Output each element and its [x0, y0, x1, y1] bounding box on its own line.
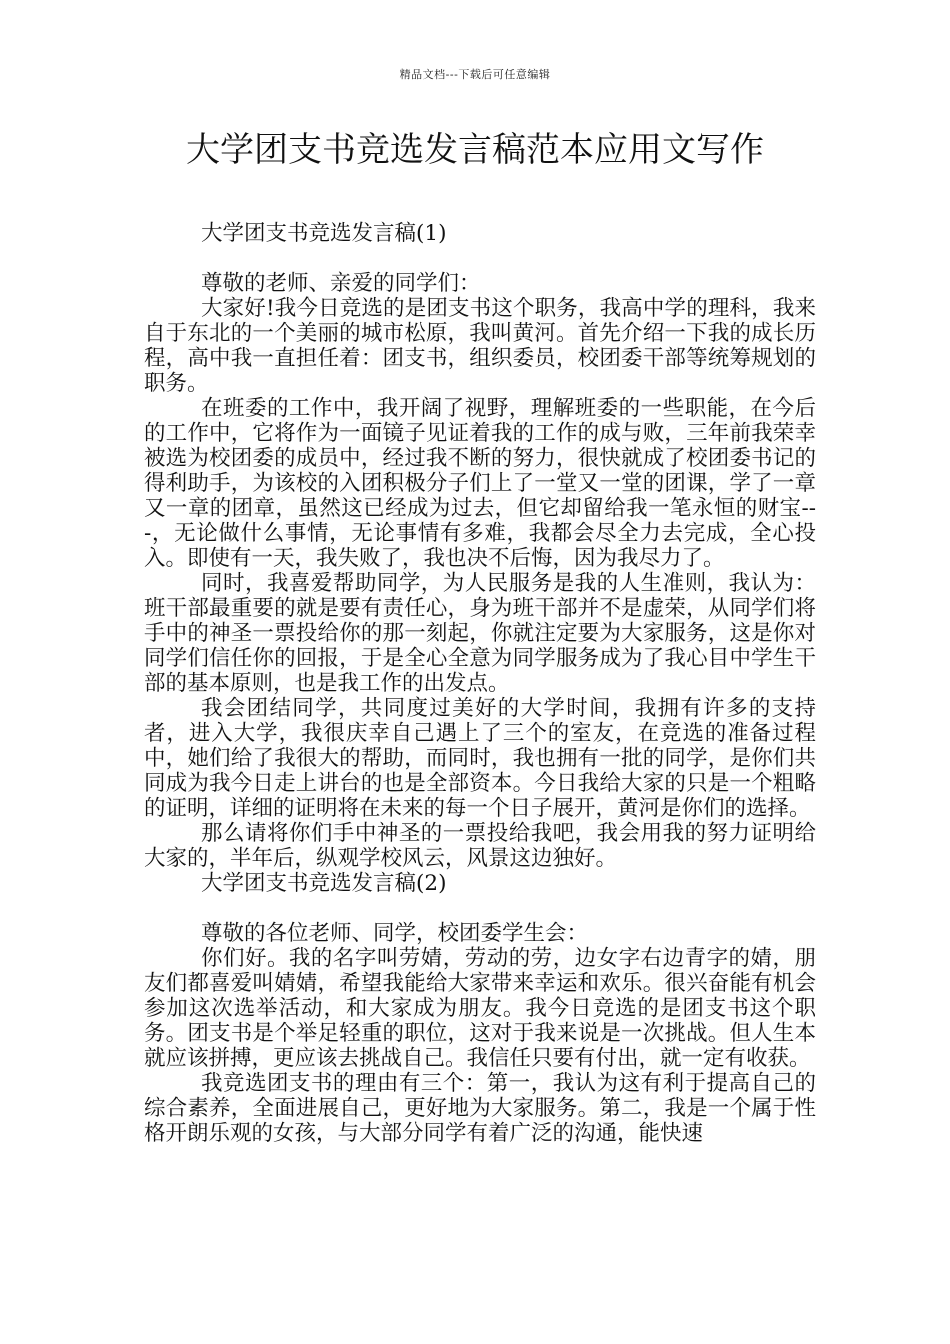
section-1-paragraph: 那么请将你们手中神圣的一票投给我吧，我会用我的努力证明给大家的，半年后，纵观学校风云，风景这边独好。: [144, 821, 816, 871]
section-1-paragraph: 我会团结同学，共同度过美好的大学时间，我拥有许多的支持者，进入大学，我很庆幸自己遇上了三个的室友，在竞选的准备过程中，她们给了我很大的帮助，而同时，我也拥有一批的同学，是你们共同成为我今日走上讲台的也是全部资本。今日我给大家的只是一个粗略的证明，详细的证明将在未来的每一个日子展开，黄河是你们的选择。: [144, 696, 816, 821]
section-1-heading: 大学团支书竞选发言稿(1): [201, 221, 447, 246]
section-1-paragraph: 大家好!我今日竞选的是团支书这个职务，我高中学的理科，我来自于东北的一个美丽的城市松原，我叫黄河。首先介绍一下我的成长历程，高中我一直担任着：团支书，组织委员，校团委干部等统筹规划的职务。: [144, 296, 816, 396]
document-title: 大学团支书竞选发言稿范本应用文写作: [186, 130, 764, 170]
section-2-paragraph: 你们好。我的名字叫劳婧，劳动的劳，边女字右边青字的婧，朋友们都喜爱叫婧婧，希望我能给大家带来幸运和欢乐。很兴奋能有机会参加这次选举活动，和大家成为朋友。我今日竞选的是团支书这个职务。团支书是个举足轻重的职位，这对于我来说是一次挑战。但人生本就应该拼搏，更应该去挑战自己。我信任只要有付出，就一定有收获。: [144, 946, 816, 1071]
section-1-paragraph: 在班委的工作中，我开阔了视野，理解班委的一些职能，在今后的工作中，它将作为一面镜子见证着我的工作的成与败，三年前我荣幸被选为校团委的成员中，经过我不断的努力，很快就成了校团委书记的得利助手，为该校的入团积极分子们上了一堂又一堂的团课，学了一章又一章的团章，虽然这已经成为过去，但它却留给我一笔永恒的财宝---，无论做什么事情，无论事情有多难，我都会尽全力去完成，全心投入。即使有一天，我失败了，我也决不后悔，因为我尽力了。: [144, 396, 816, 571]
document-body: [144, 221, 816, 1146]
section-1-greeting: 尊敬的老师、亲爱的同学们：: [201, 271, 481, 296]
header-note: 精品文档---下载后可任意编辑: [399, 68, 551, 81]
section-2-greeting: 尊敬的各位老师、同学，校团委学生会：: [201, 921, 589, 946]
section-2-heading: 大学团支书竞选发言稿(2): [201, 871, 447, 896]
section-2-paragraph: 我竞选团支书的理由有三个：第一，我认为这有利于提高自己的综合素养，全面进展自己，更好地为大家服务。第二，我是一个属于性格开朗乐观的女孩，与大部分同学有着广泛的沟通，能快速: [144, 1071, 816, 1146]
section-1-paragraph: 同时，我喜爱帮助同学，为人民服务是我的人生准则，我认为：班干部最重要的就是要有责任心，身为班干部并不是虚荣，从同学们将手中的神圣一票投给你的那一刻起，你就注定要为大家服务，这是你对同学们信任你的回报，于是全心全意为同学服务成为了我心目中学生干部的基本原则，也是我工作的出发点。: [144, 571, 816, 696]
